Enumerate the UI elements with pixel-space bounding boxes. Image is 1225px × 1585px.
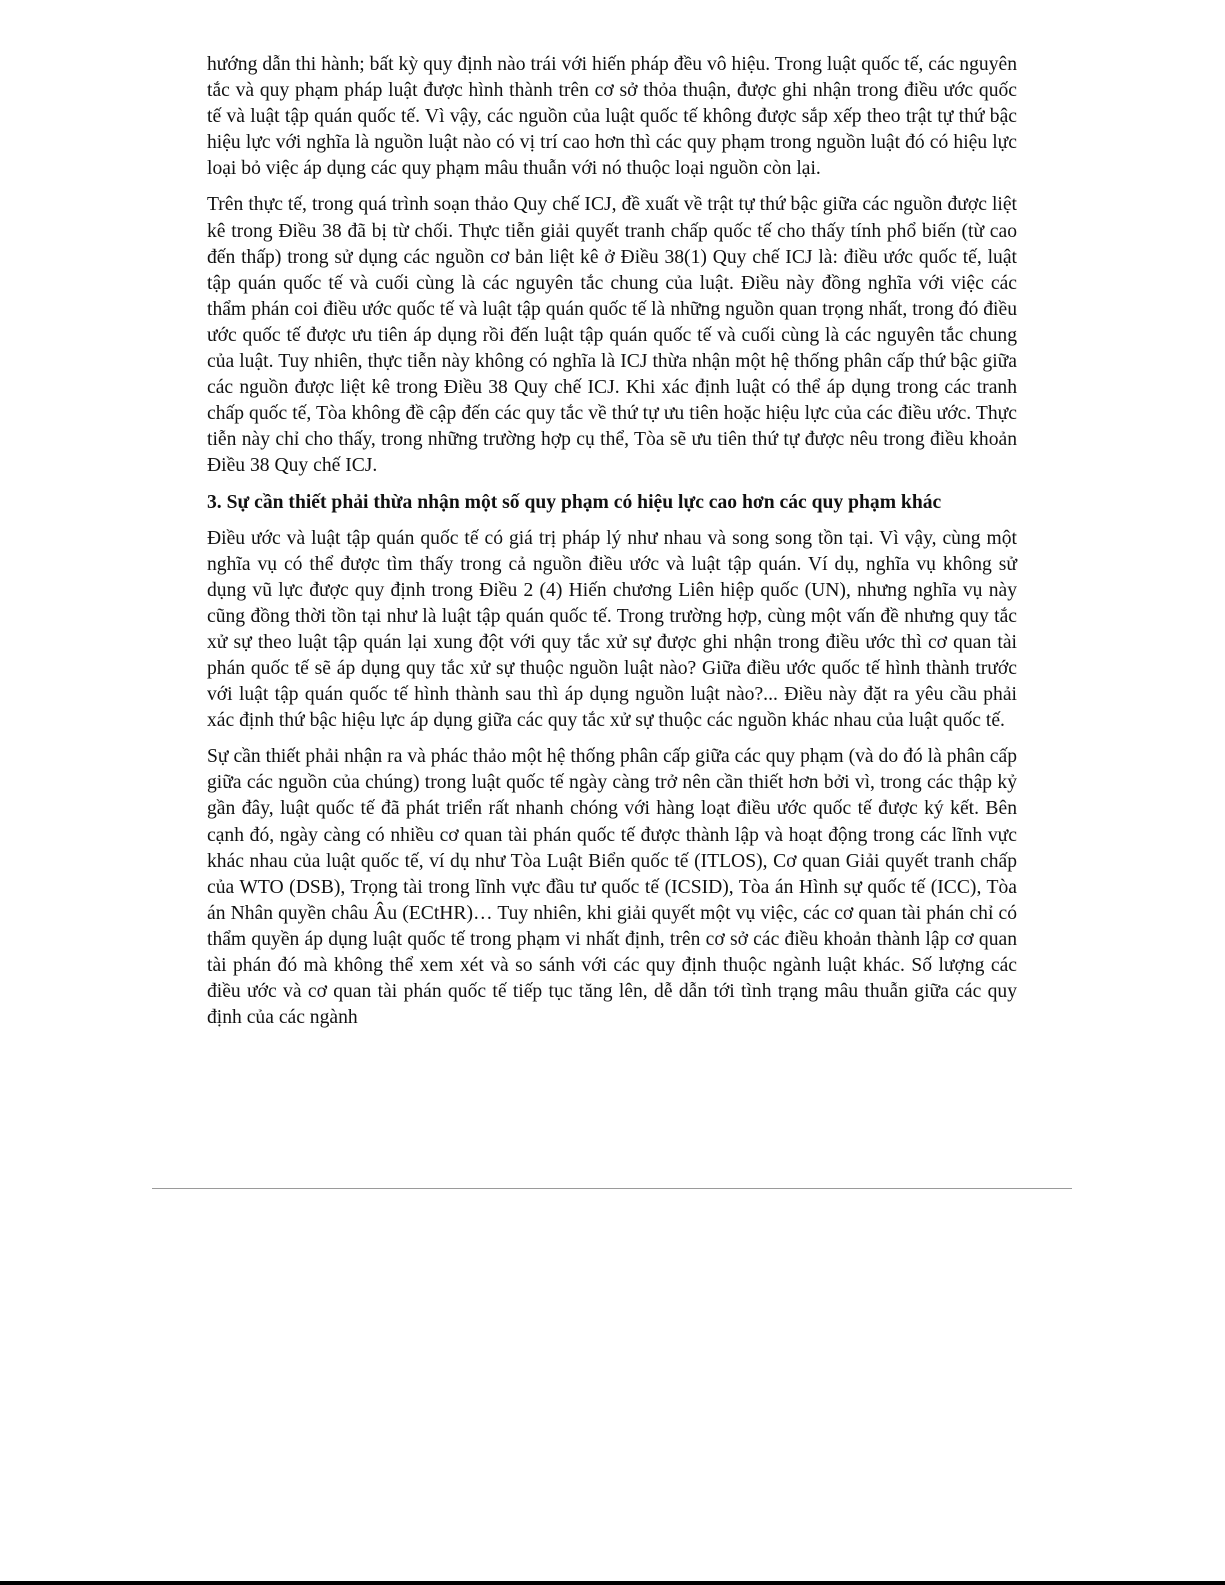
body-paragraph-1: hướng dẫn thi hành; bất kỳ quy định nào trái với hiến pháp đều vô hiệu. Trong luật quốc tế, các nguyên tắc và quy phạm pháp luật được hình thành trên cơ sở thỏa thuận, được ghi nhận trong điều ước quốc tế và luật tập quán quốc tế. Vì vậy, các nguồn của luật quốc tế không được sắp xếp theo trật tự thứ bậc hiệu lực với nghĩa là nguồn luật nào có vị trí cao hơn thì các quy phạm trong nguồn luật đó có hiệu lực loại bỏ việc áp dụng các quy phạm mâu thuẫn với nó thuộc loại nguồn còn lại. <box>207 54 1017 180</box>
body-paragraph-4: Sự cần thiết phải nhận ra và phác thảo một hệ thống phân cấp giữa các quy phạm (và do đó là phân cấp giữa các nguồn của chúng) trong luật quốc tế ngày càng trở nên cần thiết hơn bởi vì, trong các thập kỷ gần đây, luật quốc tế đã phát triển rất nhanh chóng với hàng loạt điều ước quốc tế được ký kết. Bên cạnh đó, ngày càng có nhiều cơ quan tài phán quốc tế được thành lập và hoạt động trong các lĩnh vực khác nhau của luật quốc tế, ví dụ như Tòa Luật Biển quốc tế (ITLOS), Cơ quan Giải quyết tranh chấp của WTO (DSB), Trọng tài trong lĩnh vực đầu tư quốc tế (ICSID), Tòa án Hình sự quốc tế (ICC), Tòa án Nhân quyền châu Âu (ECtHR)… Tuy nhiên, khi giải quyết một vụ việc, các cơ quan tài phán chỉ có thẩm quyền áp dụng luật quốc tế trong phạm vi nhất định, trên cơ sở các điều khoản thành lập cơ quan tài phán đó mà không thể xem xét và so sánh với các quy định thuộc ngành luật khác. Số lượng các điều ước và cơ quan tài phán quốc tế tiếp tục tăng lên, dễ dẫn tới tình trạng mâu thuẫn giữa các quy định của các ngành <box>207 746 1017 1029</box>
page-bottom-border <box>0 1581 1225 1585</box>
footer-divider <box>152 1188 1072 1189</box>
body-paragraph-2: Trên thực tế, trong quá trình soạn thảo Quy chế ICJ, đề xuất về trật tự thứ bậc giữa các nguồn được liệt kê trong Điều 38 đã bị từ chối. Thực tiễn giải quyết tranh chấp quốc tế cho thấy tính phổ biến (từ cao đến thấp) trong sử dụng các nguồn cơ bản liệt kê ở Điều 38(1) Quy chế ICJ là: điều ước quốc tế, luật tập quán quốc tế và cuối cùng là các nguyên tắc chung của luật. Điều này đồng nghĩa với việc các thẩm phán coi điều ước quốc tế và luật tập quán quốc tế là những nguồn quan trọng nhất, trong đó điều ước quốc tế được ưu tiên áp dụng rồi đến luật tập quán quốc tế và cuối cùng là các nguyên tắc chung của luật. Tuy nhiên, thực tiễn này không có nghĩa là ICJ thừa nhận một hệ thống phân cấp thứ bậc giữa các nguồn được liệt kê trong Điều 38 Quy chế ICJ. Khi xác định luật có thể áp dụng trong các tranh chấp quốc tế, Tòa không đề cập đến các quy tắc về thứ tự ưu tiên hoặc hiệu lực của các điều ước. Thực tiễn này chỉ cho thấy, trong những trường hợp cụ thể, Tòa sẽ ưu tiên thứ tự được nêu trong điều khoản Điều 38 Quy chế ICJ. <box>207 194 1017 477</box>
document-body <box>207 52 1017 1041</box>
body-paragraph-3: Điều ước và luật tập quán quốc tế có giá trị pháp lý như nhau và song song tồn tại. Vì vậy, cùng một nghĩa vụ có thể được tìm thấy trong cả nguồn điều ước và luật tập quán. Ví dụ, nghĩa vụ không sử dụng vũ lực được quy định trong Điều 2 (4) Hiến chương Liên hiệp quốc (UN), nhưng nghĩa vụ này cũng đồng thời tồn tại như là luật tập quán quốc tế. Trong trường hợp, cùng một vấn đề nhưng quy tắc xử sự theo luật tập quán lại xung đột với quy tắc xử sự được ghi nhận trong điều ước thì cơ quan tài phán quốc tế sẽ áp dụng quy tắc xử sự thuộc nguồn luật nào? Giữa điều ước quốc tế hình thành trước với luật tập quán quốc tế hình thành sau thì áp dụng nguồn luật nào?... Điều này đặt ra yêu cầu phải xác định thứ bậc hiệu lực áp dụng giữa các quy tắc xử sự thuộc các nguồn khác nhau của luật quốc tế. <box>207 527 1017 732</box>
section-heading-3: 3. Sự cần thiết phải thừa nhận một số quy phạm có hiệu lực cao hơn các quy phạm khác <box>207 491 942 513</box>
